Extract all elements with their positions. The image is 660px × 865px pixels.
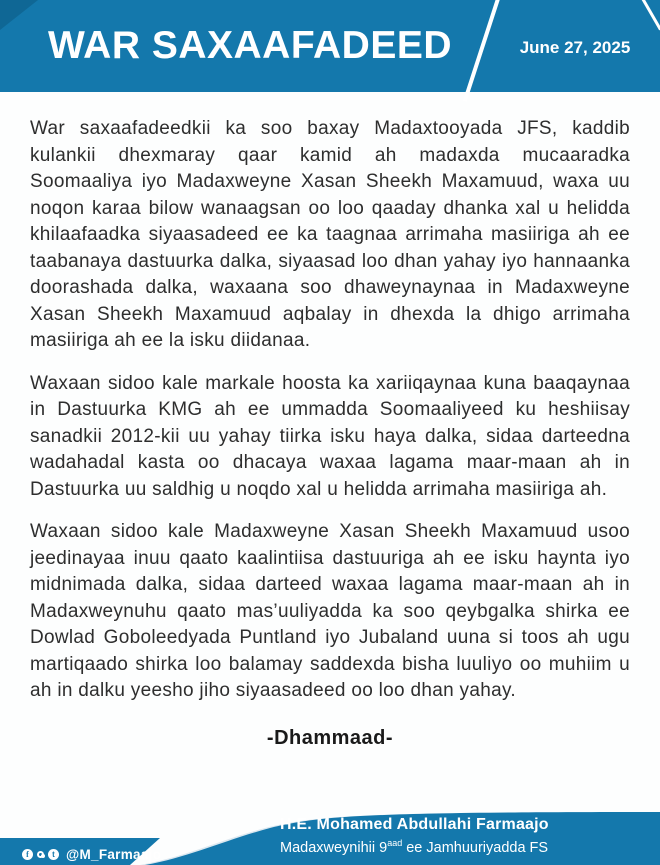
instagram-icon xyxy=(37,851,44,858)
author-name: H.E. Mohamed Abdullahi Farmaajo xyxy=(280,816,549,833)
paragraph-1: War saxaafadeedkii ka soo baxay Madaxtooyada JFS, kaddib kulankii dhexmaray qaar kamid ah madaxda mucaaradka Soomaaliya iyo Madaxweyne Xasan Sheekh Maxamuud, waxa uu noqon karaa bilow wanaagsan oo loo qaaday dhanka xal u helidda khilaafaadka siyaasadeed ee ka taagnaa arrimaha masiiriga ah ee taabanaya dastuurka dalka, siyaasad loo dhan yahay iyo hannaanka doorashada dalka, waxaana soo dhaweynaynaa in Madaxweyne Xasan Sheekh Maxamuud aqbalay in dhexda la dhigo arrimaha masiiriga ah ee la isku diidanaa. xyxy=(30,118,630,351)
footer-signature xyxy=(280,816,549,856)
header-banner xyxy=(0,0,660,92)
diagonal-divider-line xyxy=(463,0,501,102)
social-handle: @M_Farmaajo xyxy=(66,846,162,862)
corner-accent-triangle xyxy=(0,0,38,30)
social-row xyxy=(22,846,161,862)
corner-accent-line xyxy=(641,0,660,30)
author-title-prefix: Madaxweynihii 9 xyxy=(280,839,388,856)
twitter-icon xyxy=(48,849,59,860)
facebook-icon xyxy=(22,849,33,860)
paragraph-2: Waxaan sidoo kale markale hoosta ka xariiqaynaa kuna baaqaynaa in Dastuurka KMG ah ee ummadda Soomaaliyeed ku heshiisay sanadkii 2012-kii uu yahay tiirka isku haya dalka, sidaa darteedna wadahadal kasta oo dhacaya waxaa lagama maar-maan ah in Dastuurka uu saldhig u noqdo xal u helidda arrimaha masiiriga ah. xyxy=(30,372,630,500)
end-mark: -Dhammaad- xyxy=(266,726,394,749)
page-title: WAR SAXAAFADEED xyxy=(48,24,453,67)
release-date: June 27, 2025 xyxy=(519,38,631,57)
author-title-suffix: ee Jamhuuriyadda FS xyxy=(406,839,549,856)
author-title-ordinal: aad xyxy=(387,838,403,848)
paragraph-3: Waxaan sidoo kale Madaxweyne Xasan Sheekh Maxamuud usoo jeedinayaa inuu qaato kaalintiisa dastuuriga ah ee isku haynta iyo midnimada dalka, sidaa darteed waxaa lagama maar-maan ah in Madaxweynuhu qaato mas’uuliyadda ka soo qeybgalka shirka ee Dowlad Goboleedyada Puntland iyo Jubaland uuna si toos ah ugu martiqaado shirka loo balamay saddexda bisha luuliyo oo muhiim u ah in dalku yeesho jiho siyaasadeed oo loo dhan yahay. xyxy=(30,521,630,701)
author-title xyxy=(280,838,549,856)
press-release-body xyxy=(30,116,630,751)
